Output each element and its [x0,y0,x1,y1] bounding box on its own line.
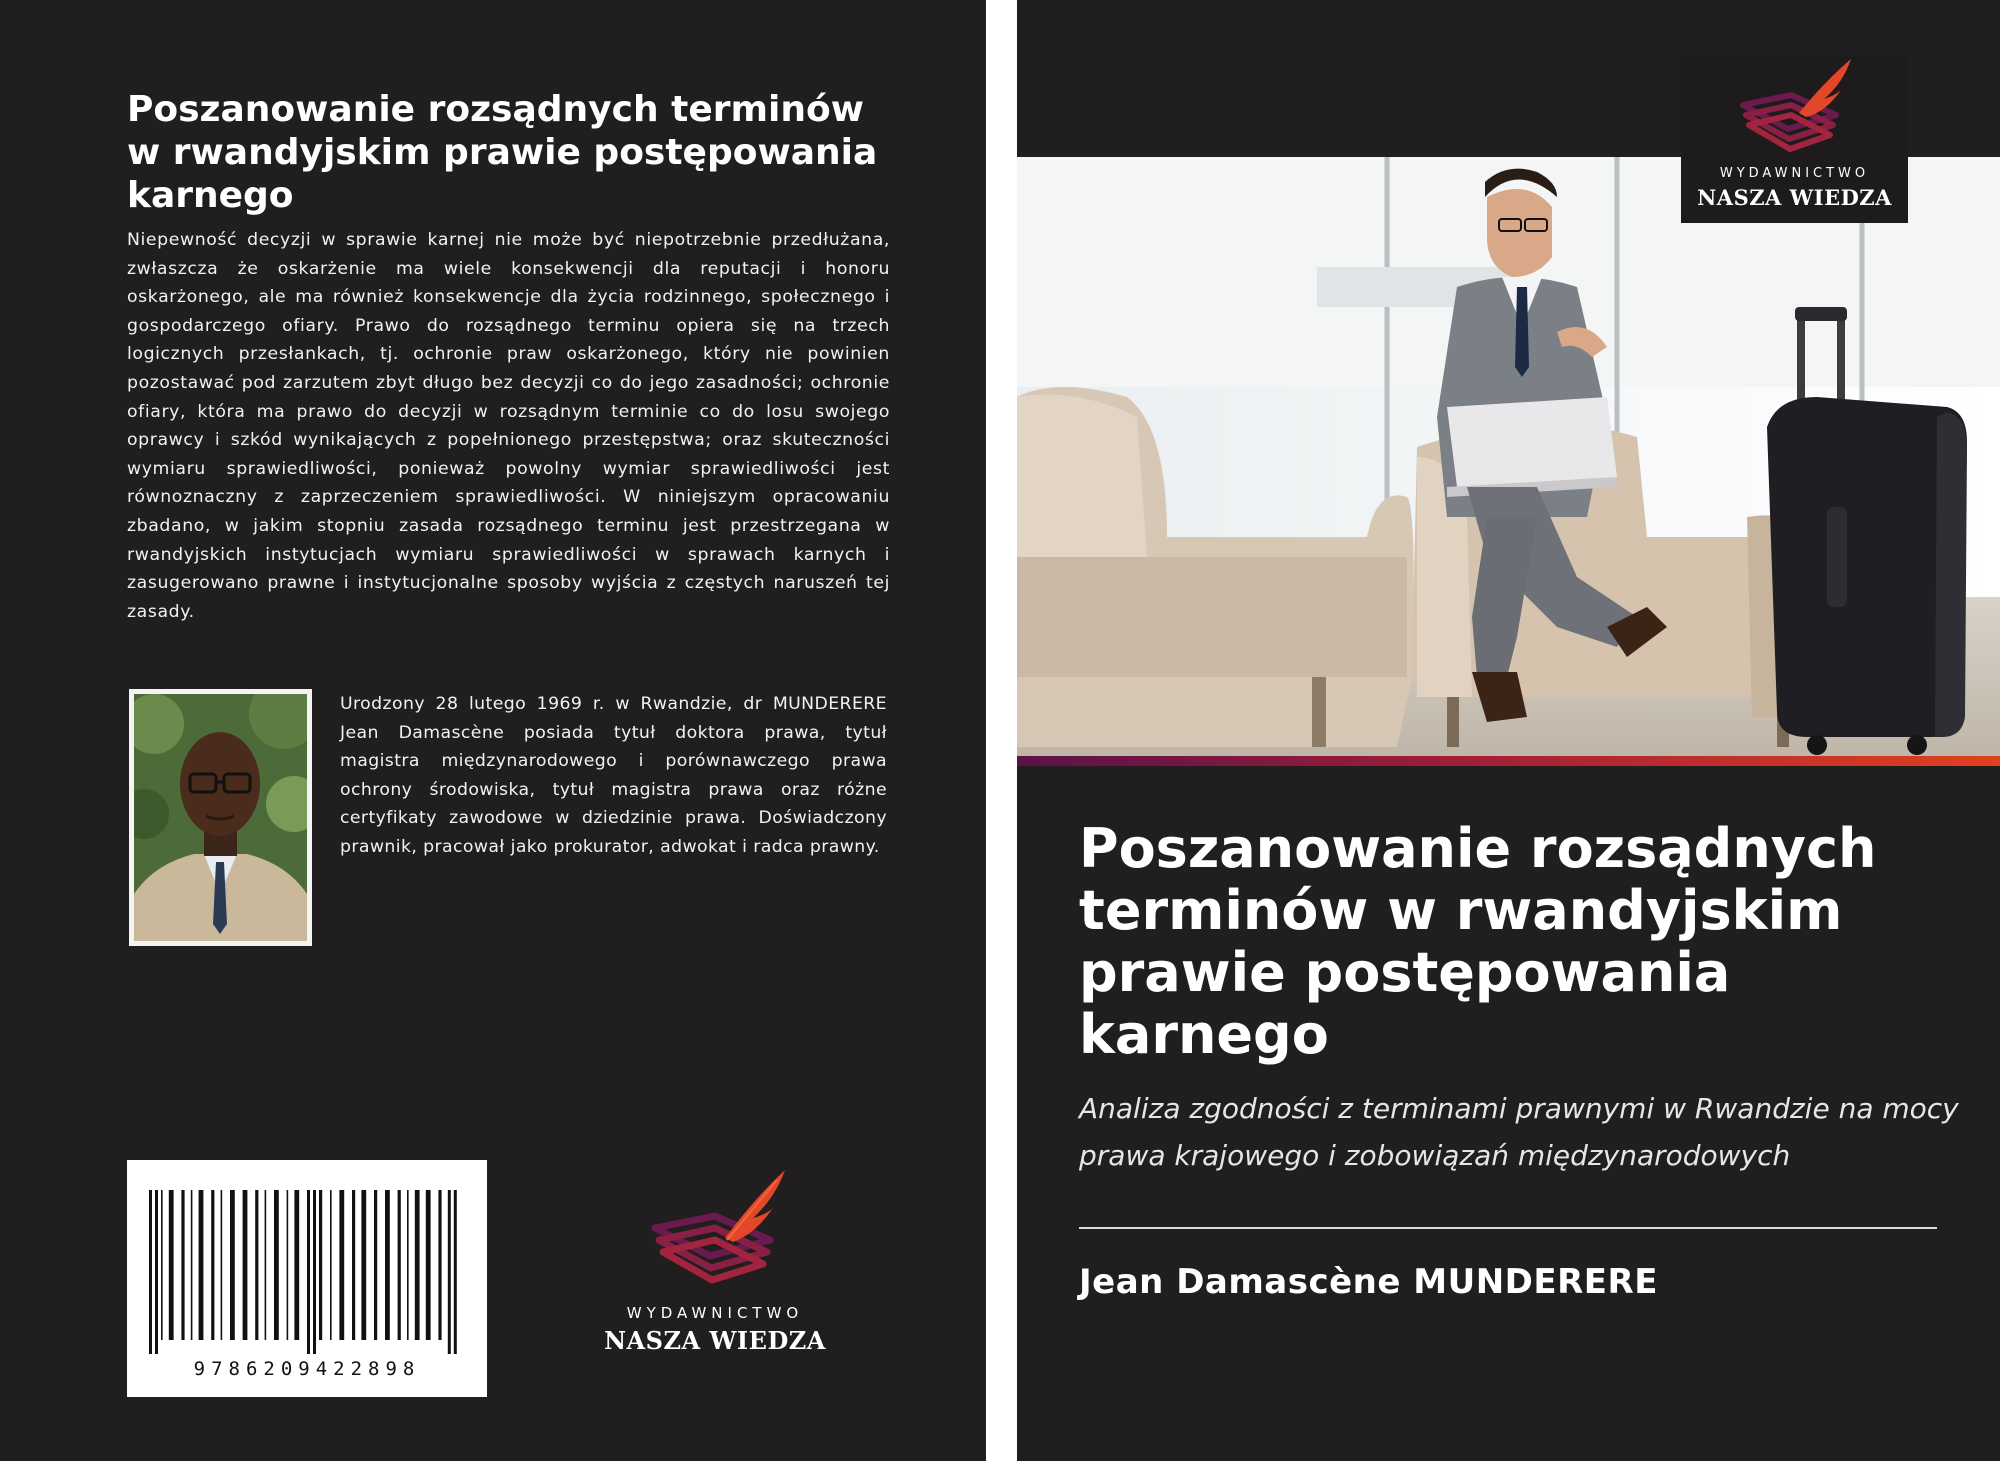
barcode-bar [398,1190,401,1340]
barcode-bar [243,1190,248,1340]
author-photo [129,689,312,946]
barcode-bar [265,1190,267,1340]
front-cover-author: Jean Damascène MUNDERERE [1079,1262,1658,1302]
front-cover-subtitle: Analiza zgodności z terminami prawnymi w Rwandzie na mocy prawa krajowego i zobowiązań międzynarodowych [1079,1092,1959,1172]
barcode-bar [330,1190,332,1340]
barcode-bar [415,1190,420,1340]
barcode-bar [407,1190,409,1340]
barcode-bar [191,1190,193,1340]
publisher-label-big: NASZA WIEDZA [604,1326,826,1355]
barcode-bars [127,1160,487,1356]
barcode-bar [438,1190,441,1340]
book-quill-icon [1681,55,1908,163]
barcode-bar [374,1190,377,1340]
barcode-bar [221,1190,223,1340]
barcode-bar [313,1190,316,1354]
publisher-label-small: WYDAWNICTWO [1719,166,1870,181]
barcode-bar [155,1190,158,1354]
front-cover [1017,0,2000,1461]
divider [1079,1227,1937,1229]
barcode-bar [211,1190,214,1340]
barcode-bar [230,1190,235,1340]
cover-photo [1017,157,2000,756]
isbn-barcode [127,1160,487,1397]
barcode-bar [181,1190,184,1340]
barcode-bar [448,1190,451,1354]
barcode-bar [169,1190,174,1340]
barcode-bar [294,1190,299,1340]
front-cover-title: Poszanowanie rozsądnych terminów w rwandyjskim prawie postępowania karnego [1079,817,1877,1066]
barcode-bar [339,1190,344,1340]
barcode-bar [454,1190,457,1354]
publisher-logo-front [1681,55,1908,223]
publisher-logo-back [585,1168,845,1358]
barcode-bar [319,1190,322,1340]
barcode-bar [274,1190,279,1340]
barcode-bar [426,1190,431,1340]
barcode-digits: 9786209422898 [193,1358,421,1380]
publisher-label-big: NASZA WIEDZA [1697,185,1892,210]
barcode-bar [307,1190,310,1354]
barcode-bar [361,1190,366,1340]
back-cover [0,0,986,1461]
book-quill-icon [585,1168,845,1288]
barcode-bar [255,1190,258,1340]
barcode-bar [385,1190,390,1340]
back-cover-blurb: Niepewność decyzji w sprawie karnej nie może być niepotrzebnie przedłużana, zwłaszcza że oskarżenie ma wiele konsekwencji dla reputacji i honoru oskarżonego, ale ma również konsekwencje dla życia rodzinnego, społecznego i gospodarczego ofiary. Prawo do rozsądnego terminu opiera się na trzech logicznych przesłankach, tj. ochronie praw oskarżonego, który nie powinien pozostawać pod zarzutem zbyt długo bez decyzji co do jego zasadności; ochronie ofiary, która ma prawo do decyzji w rozsądnym terminie co do losu swojego oprawcy i szkód wynikających z popełnionego przestępstwa; oraz skuteczności wymiaru sprawiedliwości, ponieważ powolny wymiar sprawiedliwości jest równoznaczny z zaprzeczeniem sprawiedliwości. W niniejszym opracowaniu zbadano, w jakim stopniu zasada rozsądnego terminu jest przestrzegana w rwandyjskich instytucjach wymiaru sprawiedliwości w sprawach karnych i zasugerowano prawne i instytucjonalne sposoby wyjścia z częstych naruszeń tej zasady. [127,230,890,622]
barcode-bar [287,1190,289,1340]
barcode-bar [149,1190,152,1354]
accent-bar [1017,756,2000,766]
author-bio: Urodzony 28 lutego 1969 r. w Rwandzie, dr MUNDERERE Jean Damascène posiada tytuł doktora prawa, tytuł magistra międzynarodowego i porównawczego prawa ochrony środowiska, tytuł magistra prawa oraz różne certyfikaty zawodowe w dziedzinie prawa. Doświadczony prawnik, pracował jako prokurator, adwokat i radca prawny. [340,694,887,857]
barcode-bar [352,1190,355,1340]
publisher-label-small: WYDAWNICTWO [626,1304,804,1322]
barcode-bar [161,1190,163,1340]
back-cover-title: Poszanowanie rozsądnych terminów w rwandyjskim prawie postępowania karnego [127,89,878,216]
barcode-bar [199,1190,204,1340]
